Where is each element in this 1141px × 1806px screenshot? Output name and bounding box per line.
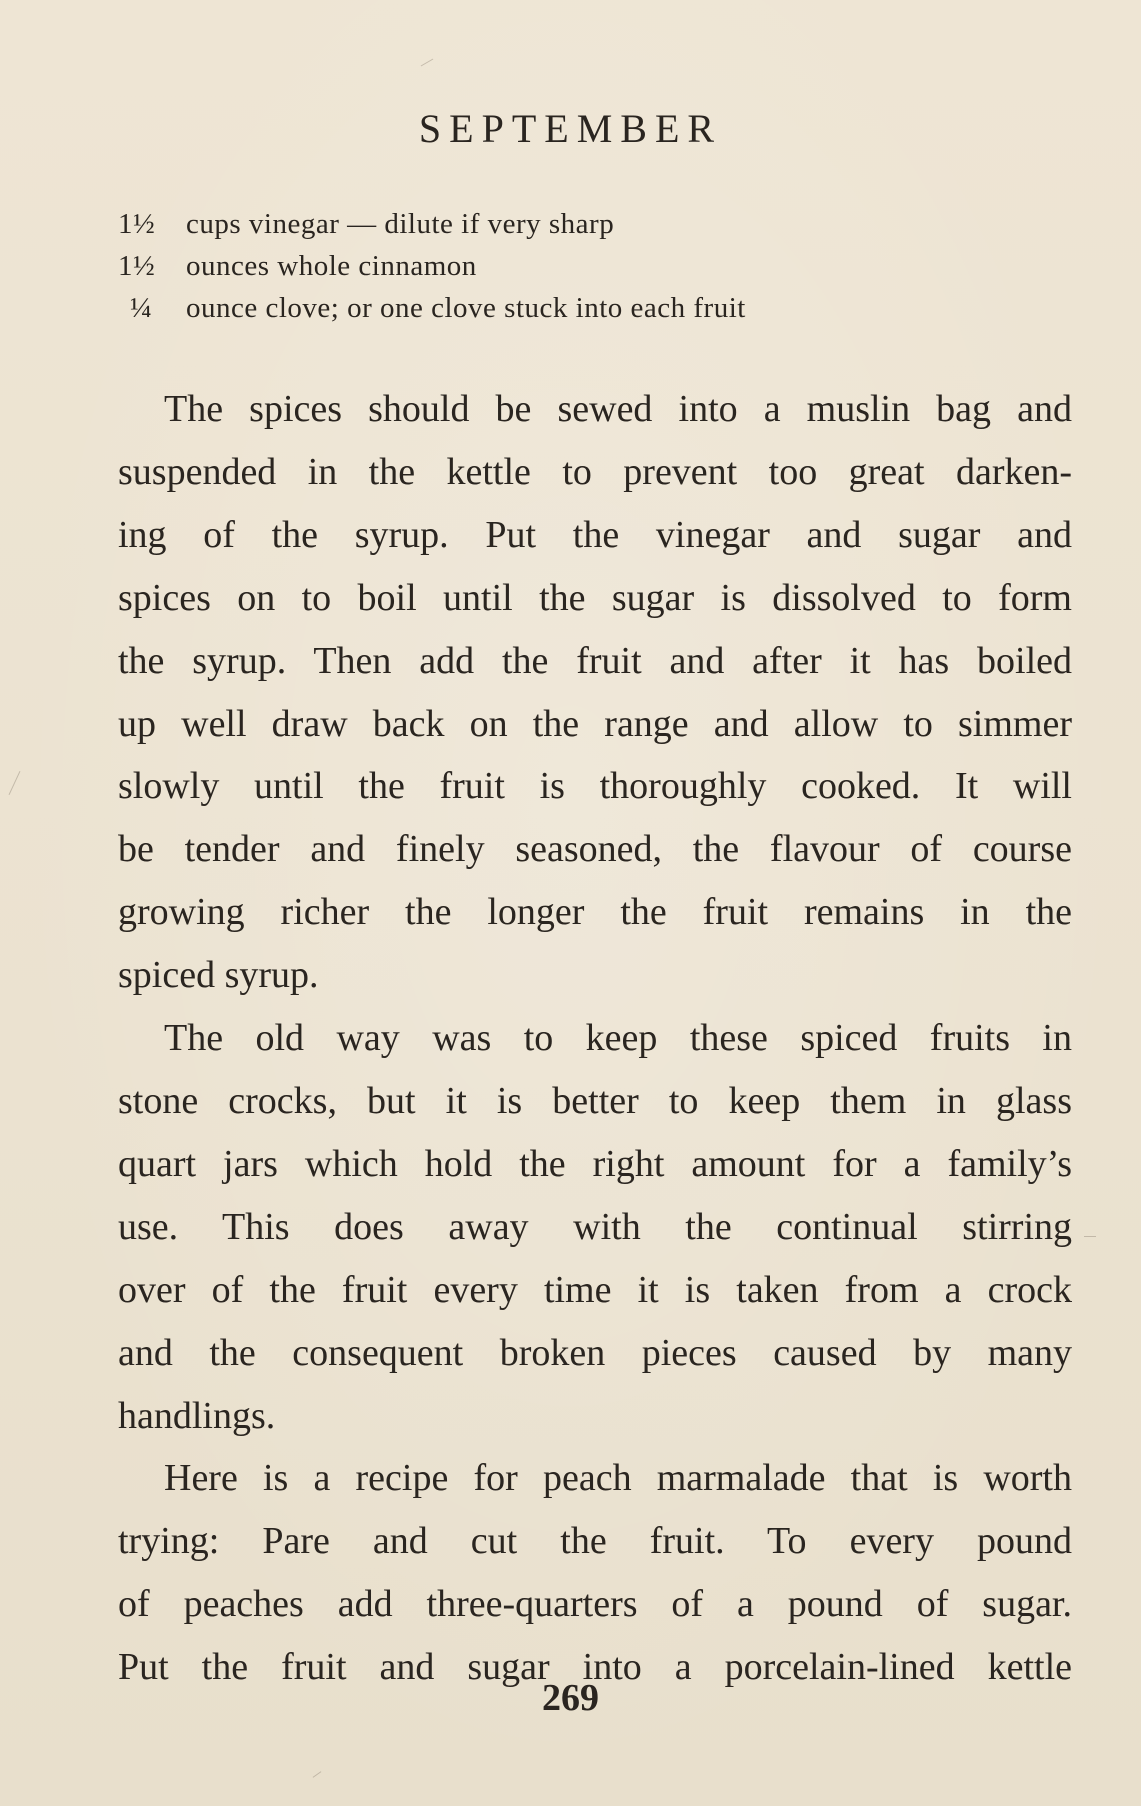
- text-line: spiced syrup.: [118, 954, 319, 997]
- text-line: up well draw back on the range and allow to simmer: [118, 702, 1072, 745]
- ingredient-item: [118, 245, 1018, 287]
- text-line: trying: Pare and cut the fruit. To every pound: [118, 1520, 1072, 1563]
- text-line: of peaches add three-quarters of a pound of sugar.: [118, 1583, 1072, 1626]
- text-line: over of the fruit every time it is taken from a crock: [118, 1268, 1072, 1311]
- paragraph: [72, 1447, 1072, 1699]
- ingredient-quantity: 1½: [118, 250, 156, 282]
- running-head: SEPTEMBER: [418, 106, 723, 151]
- text-line: be tender and finely seasoned, the flavour of course: [118, 828, 1072, 871]
- ingredient-text: ounce clove; or one clove stuck into each fruit: [186, 292, 746, 324]
- text-line: use. This does away with the continual stirring: [118, 1205, 1072, 1248]
- text-line: Here is a recipe for peach marmalade that is worth: [164, 1457, 1072, 1500]
- text-line: Put the fruit and sugar into a porcelain-lined kettle: [118, 1646, 1072, 1689]
- text-line: and the consequent broken pieces caused by many: [118, 1331, 1072, 1374]
- text-line: The spices should be sewed into a muslin bag and: [164, 388, 1072, 430]
- text-line: slowly until the fruit is thoroughly cooked. It will: [118, 765, 1072, 808]
- text-line: spices on to boil until the sugar is dissolved to form: [118, 576, 1072, 619]
- body-text: [72, 378, 1072, 1699]
- ingredient-item: [118, 203, 1018, 245]
- text-line: quart jars which hold the right amount for a family’s: [118, 1142, 1072, 1185]
- paragraph: [72, 378, 1072, 1007]
- text-line: handlings.: [118, 1394, 276, 1437]
- paragraph: [72, 1007, 1072, 1447]
- ingredient-quantity: ¼: [130, 292, 153, 324]
- text-line: the syrup. Then add the fruit and after it has boiled: [118, 639, 1072, 682]
- text-line: stone crocks, but it is better to keep them in glass: [118, 1079, 1072, 1122]
- text-line: The old way was to keep these spiced fruits in: [164, 1017, 1072, 1060]
- text-line: suspended in the kettle to prevent too great darken-: [118, 450, 1072, 493]
- text-line: ing of the syrup. Put the vinegar and sugar and: [118, 513, 1072, 556]
- page-number: 269: [542, 1677, 599, 1719]
- ingredient-text: ounces whole cinnamon: [186, 250, 477, 282]
- ingredient-list: [118, 203, 1018, 329]
- ingredient-quantity: 1½: [118, 208, 156, 240]
- paper-speck: [421, 59, 434, 67]
- paper-speck: [9, 771, 21, 795]
- ingredient-item: [118, 287, 1018, 329]
- ingredient-text: cups vinegar — dilute if very sharp: [186, 208, 615, 240]
- text-line: growing richer the longer the fruit remains in the: [118, 891, 1072, 934]
- paper-speck: [1084, 1236, 1096, 1237]
- paper-speck: [313, 1771, 322, 1778]
